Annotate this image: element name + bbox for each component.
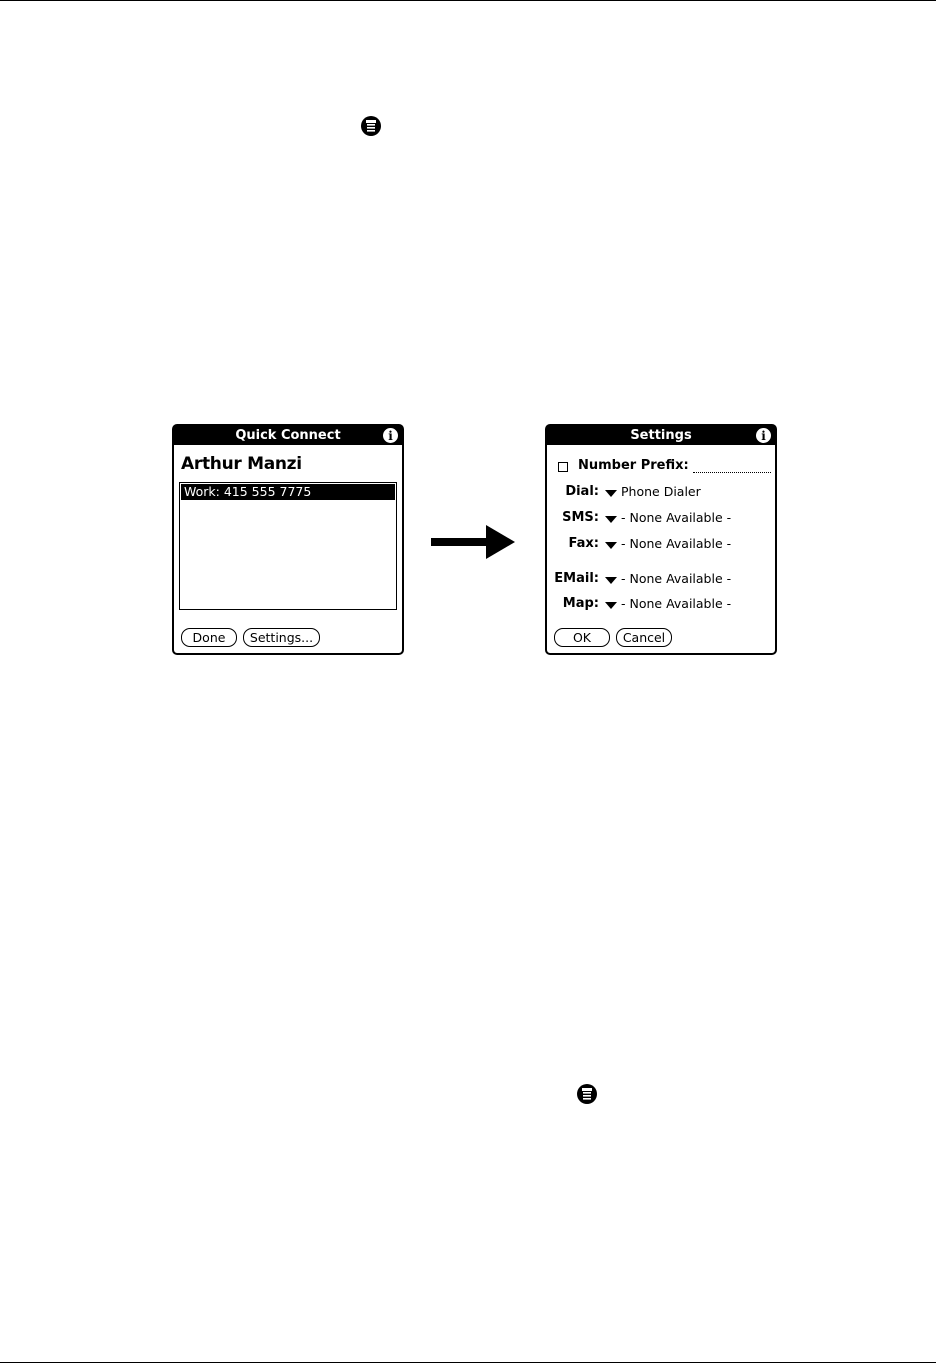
phone-number-list[interactable]: [179, 482, 397, 610]
fax-label: Fax:: [568, 536, 599, 551]
email-label: EMail:: [554, 571, 599, 586]
cancel-button[interactable]: Cancel: [616, 628, 672, 647]
dropdown-arrow-icon[interactable]: [605, 490, 617, 497]
quick-connect-dialog: [172, 424, 404, 655]
dialog-title: Quick Connect: [235, 428, 341, 443]
dropdown-arrow-icon[interactable]: [605, 577, 617, 584]
map-label: Map:: [562, 596, 599, 611]
dialog-titlebar: [174, 426, 402, 445]
settings-dialog: [545, 424, 777, 655]
contact-name: Arthur Manzi: [181, 454, 302, 474]
menu-icon: [577, 1084, 597, 1104]
ok-button[interactable]: OK: [554, 628, 610, 647]
sms-label: SMS:: [562, 510, 599, 525]
dropdown-arrow-icon[interactable]: [605, 516, 617, 523]
dial-value[interactable]: Phone Dialer: [621, 484, 701, 499]
email-value[interactable]: - None Available -: [621, 571, 732, 586]
info-icon[interactable]: [756, 428, 771, 443]
dropdown-arrow-icon[interactable]: [605, 602, 617, 609]
right-arrow-head: [486, 525, 515, 559]
number-prefix-field[interactable]: [693, 472, 771, 473]
bottom-rule: [0, 1362, 936, 1363]
top-rule: [0, 0, 936, 1]
done-button[interactable]: Done: [181, 628, 237, 647]
settings-button[interactable]: Settings...: [243, 628, 320, 647]
menu-icon: [361, 116, 381, 136]
dropdown-arrow-icon[interactable]: [605, 542, 617, 549]
right-arrow-icon: [431, 538, 487, 546]
dialog-title: Settings: [630, 428, 692, 443]
map-value[interactable]: - None Available -: [621, 596, 732, 611]
sms-value[interactable]: - None Available -: [621, 510, 732, 525]
list-item[interactable]: Work: 415 555 7775: [181, 484, 395, 500]
fax-value[interactable]: - None Available -: [621, 536, 732, 551]
dialog-titlebar: [547, 426, 775, 445]
number-prefix-label: Number Prefix:: [578, 458, 689, 473]
dial-label: Dial:: [565, 484, 599, 499]
info-icon[interactable]: [383, 428, 398, 443]
number-prefix-checkbox[interactable]: [558, 462, 568, 472]
